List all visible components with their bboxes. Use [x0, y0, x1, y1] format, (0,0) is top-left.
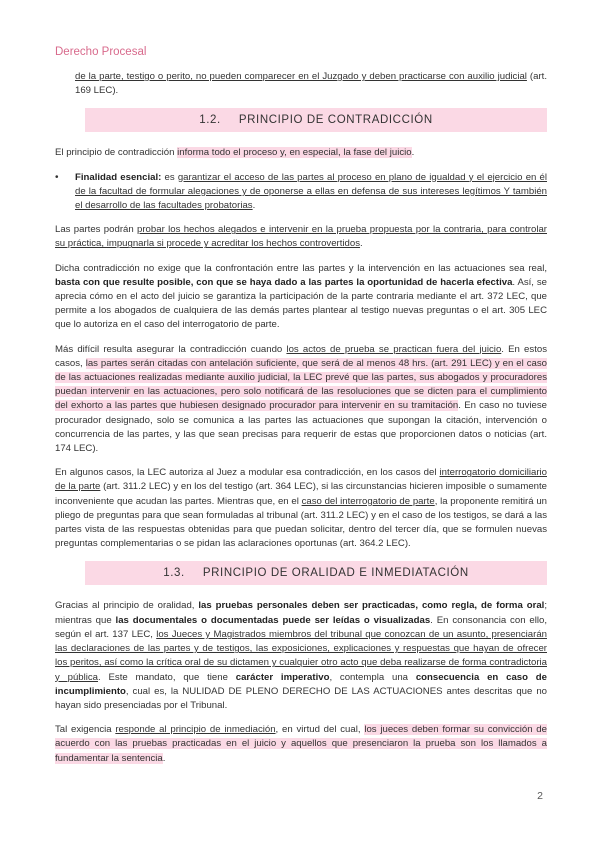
intro-underlined: de la parte, testigo o perito, no pueden comparecer en el Juzgado y deben practicarse con auxilio judicial [75, 71, 527, 82]
section-heading-contradiccion [85, 108, 547, 132]
underlined: caso del interrogatorio de parte [301, 495, 435, 507]
text: Gracias al principio de oralidad, [55, 600, 199, 612]
text: . En caso no tuviese procurador designado, solo se comunica a las partes las actuaciones que supongan la citación, intervención o concurrencia de las partes, y las que sean precisas para requerir de estas que proporcionen datos o noticias (art. 174 LEC). [55, 400, 548, 455]
text: . [252, 200, 256, 212]
text: , contempla una [329, 671, 416, 683]
text: (art. 311.2 LEC) y en los del testigo (art. 364 LEC), si las circunstancias hicieren imposible o sumamente inconveniente que acudan las partes. Mientras que, en el [55, 481, 547, 507]
intro-paragraph [55, 70, 547, 98]
paragraph-contradiccion-4 [55, 343, 547, 457]
document-header: Derecho Procesal [55, 46, 147, 58]
paragraph-contradiccion-2 [55, 223, 547, 251]
underlined: los Jueces y Magistrados miembros del tribunal que conozcan de un asunto, presenciarán las declaraciones de las partes y de testigos, las exposiciones, explicaciones y respuestas que hayan de ofrecer los peritos, así como la crítica oral de su dictamen y cualquier otro acto que deba realizarse de forma contradictoria y pública [55, 628, 547, 683]
text: . En estos casos, [55, 343, 547, 369]
page-body [55, 70, 547, 776]
intro-text: (art. 169 LEC). [75, 71, 547, 97]
text: es [161, 171, 178, 183]
text: ; mientras que [55, 600, 547, 626]
underlined: probar los hechos alegados e intervenir en la prueba propuesta por la contraria, para controlar su práctica, impugnarla si procede y acreditar los hechos controvertidos [55, 224, 547, 250]
paragraph-contradiccion-5 [55, 466, 547, 551]
highlight: las partes serán citadas con antelación suficiente, que será de al menos 48 hrs. (art. 291 LEC) y en el caso de las actuaciones realizadas mediante auxilio judicial, la LEC prevé que las partes, sus abogados y procuradores puedan intervenir en las actuaciones, pero solo notificará de las resoluciones que se dicten para el cumplimiento del exhorto a las partes que hubiesen designado procurador para intervenir en su tramitación [55, 357, 547, 412]
section-number: 1.3. [163, 567, 185, 580]
underlined: interrogatorio domiciliario de la parte [55, 467, 547, 493]
text: . Este mandato, que tiene [98, 671, 236, 683]
text: Tal exigencia [55, 724, 116, 736]
bold-text: las pruebas personales deben ser practicadas, como regla, de forma oral [198, 600, 545, 612]
text: , en virtud del cual, [275, 724, 365, 736]
underlined: garantizar el acceso de las partes al proceso en plano de igualdad y el ejercicio en él de la facultad de formular alegaciones y de oponerse a ellas en defensa de sus intereses legítimos Y también el desarrollo de las facultades probatorias [75, 171, 548, 212]
text: Dicha contradicción no exige que la confrontación entre las partes y la intervención en las actuaciones sea real, [55, 262, 547, 274]
text: El principio de contradicción [55, 147, 178, 159]
section-title: PRINCIPIO DE CONTRADICCIÓN [238, 114, 433, 127]
page-number: 2 [537, 790, 543, 802]
bullet-icon: • [55, 171, 59, 183]
bold-text: las documentales o documentadas puede ser leídas o visualizadas [115, 614, 431, 626]
text: . [360, 238, 363, 250]
bold-text: basta con que resulte posible, con que se haya dado a las partes la oportunidad de hacerla efectiva [55, 276, 513, 288]
section-heading-oralidad [85, 561, 547, 585]
section-title: PRINCIPIO DE ORALIDAD E INMEDIATACIÓN [202, 567, 469, 580]
highlight: los jueces deben formar su convicción de acuerdo con las pruebas practicadas en el juicio y aquellos que presenciaron la prueba son los llamados a fundamentar la sentencia [55, 724, 547, 764]
text: . [162, 752, 166, 764]
text: Las partes podrán [55, 224, 138, 236]
text: . [411, 147, 415, 159]
text: , cual es, la NULIDAD DE PLENO DERECHO DE LAS ACTUACIONES antes descritas que no hayan sido presenciadas por el Tribunal. [55, 685, 547, 711]
text: Más difícil resulta asegurar la contradicción cuando [55, 343, 287, 355]
bold-term: Finalidad esencial: [75, 171, 162, 183]
paragraph-contradiccion-3 [55, 262, 547, 333]
text: . Así, se aprecia cómo en el acto del juicio se garantiza la participación de la parte contraria mediante el art. 372 LEC, que permite a los abogados de cualquiera de las demás partes plantear al testigo nuevas preguntas o el art. 305 LEC que lo autoriza en el caso del interrogatorio de parte. [55, 276, 547, 331]
paragraph-contradiccion-1 [55, 146, 547, 160]
bullet-finalidad [55, 171, 547, 214]
section-number: 1.2. [199, 114, 221, 127]
highlight: informa todo el proceso y, en especial, la fase del juicio [177, 147, 412, 159]
bold-text: carácter imperativo [235, 671, 330, 683]
underlined: los actos de prueba se practican fuera del juicio [286, 343, 502, 355]
text: En algunos casos, la LEC autoriza al Juez a modular esa contradicción, en los casos del [55, 467, 440, 479]
underlined: responde al principio de inmediación [115, 724, 276, 736]
text: . En consonancia con ello, según el art. 137 LEC, [55, 614, 547, 640]
bold-text: consecuencia en caso de incumplimiento [55, 671, 547, 697]
paragraph-oralidad-1 [55, 599, 547, 713]
text: , la proponente remitirá un pliego de preguntas para que sean formuladas al tribunal (art. 311.2 LEC) y en el caso de los testigos, se dará a las partes vista de las respuestas obtenidas para que puedan solicitar, dentro del tercer día, que se formulen nuevas preguntas complementarias o se pidan las aclaraciones oportunas (art. 364.2 LEC). [55, 495, 547, 550]
paragraph-oralidad-2 [55, 723, 547, 766]
